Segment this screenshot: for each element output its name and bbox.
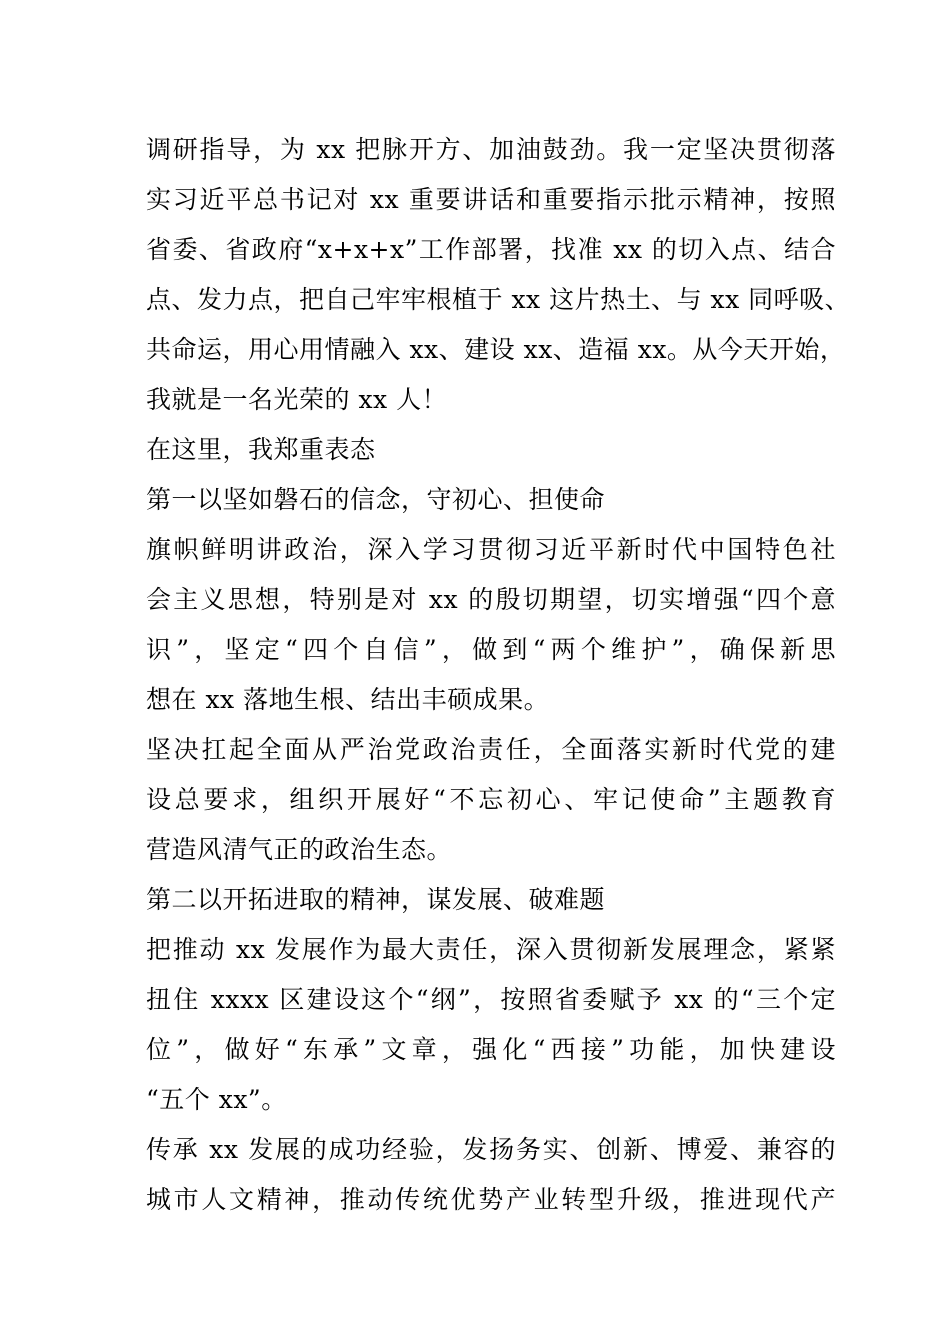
text-line: 坚决扛起全面从严治党政治责任，全面落实新时代党的建 — [146, 735, 836, 764]
text-line: 位”，做好“东承”文章，强化“西接”功能，加快建设 — [146, 1035, 836, 1064]
text-line: 在这里，我郑重表态 — [146, 435, 376, 464]
text-line: 把推动 xx 发展作为最大责任，深入贯彻新发展理念，紧紧 — [146, 935, 836, 964]
text-line: 第一以坚如磐石的信念，守初心、担使命 — [146, 485, 606, 514]
text-line: 调研指导，为 xx 把脉开方、加油鼓劲。我一定坚决贯彻落 — [146, 135, 836, 164]
text-line: 会主义思想，特别是对 xx 的殷切期望，切实增强“四个意 — [146, 585, 836, 614]
text-line: 省委、省政府“x+x+x”工作部署，找准 xx 的切入点、结合 — [146, 235, 836, 264]
text-line: “五个 xx”。 — [146, 1085, 287, 1114]
text-line: 旗帜鲜明讲政治，深入学习贯彻习近平新时代中国特色社 — [146, 535, 836, 564]
text-line: 识”，坚定“四个自信”，做到“两个维护”，确保新思 — [146, 635, 836, 664]
text-line: 第二以开拓进取的精神，谋发展、破难题 — [146, 885, 606, 914]
document-body — [146, 125, 851, 1225]
text-line: 共命运，用心用情融入 xx、建设 xx、造福 xx。从今天开始， — [146, 335, 846, 364]
text-line: 城市人文精神，推动传统优势产业转型升级，推进现代产 — [146, 1185, 836, 1214]
text-line: 实习近平总书记对 xx 重要讲话和重要指示批示精神，按照 — [146, 185, 836, 214]
text-line: 想在 xx 落地生根、结出丰硕成果。 — [146, 685, 550, 714]
text-line: 设总要求，组织开展好“不忘初心、牢记使命”主题教育 — [146, 785, 836, 814]
text-line: 传承 xx 发展的成功经验，发扬务实、创新、博爱、兼容的 — [146, 1135, 836, 1164]
text-line: 点、发力点，把自己牢牢根植于 xx 这片热土、与 xx 同呼吸、 — [146, 285, 851, 314]
text-line: 营造风清气正的政治生态。 — [146, 835, 453, 864]
text-line: 扭住 xxxx 区建设这个“纲”，按照省委赋予 xx 的“三个定 — [146, 985, 836, 1014]
text-line: 我就是一名光荣的 xx 人！ — [146, 385, 448, 414]
